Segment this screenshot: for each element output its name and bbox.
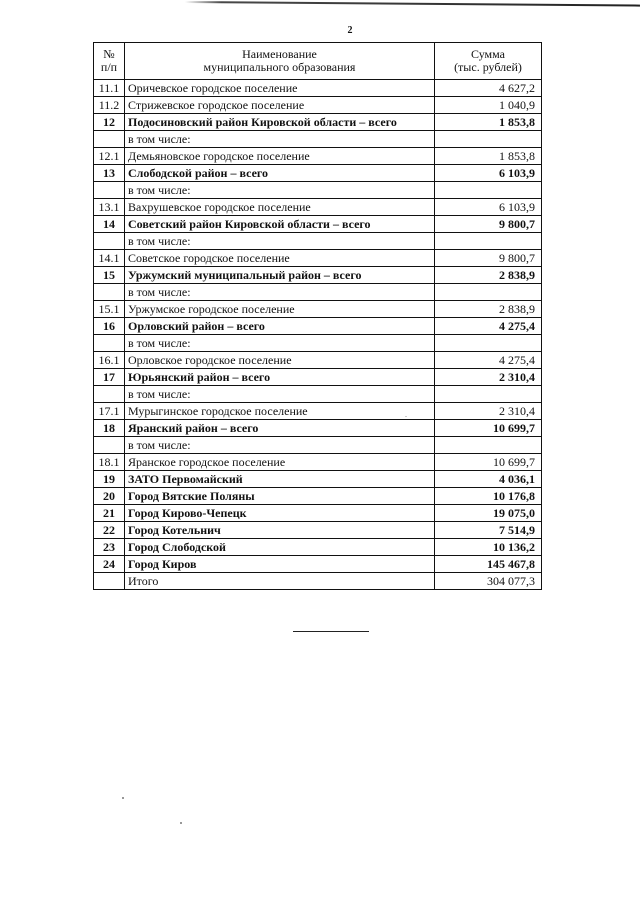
row-name-cell: Город Киров — [125, 556, 435, 573]
table-row — [94, 114, 542, 131]
row-name-cell: в том числе: — [125, 386, 435, 403]
row-number-cell — [94, 437, 125, 454]
row-name-cell: Оричевское городское поселение — [125, 80, 435, 97]
row-sum-cell: 2 838,9 — [435, 301, 542, 318]
table-row — [94, 182, 542, 199]
table-row — [94, 403, 542, 420]
row-name-cell: Орловский район – всего — [125, 318, 435, 335]
row-name-cell: в том числе: — [125, 233, 435, 250]
table-row — [94, 488, 542, 505]
row-number-cell — [94, 335, 125, 352]
row-sum-cell: 2 838,9 — [435, 267, 542, 284]
row-number-cell: 24 — [94, 556, 125, 573]
table-row — [94, 556, 542, 573]
row-name-cell: Юрьянский район – всего — [125, 369, 435, 386]
header-name-column — [125, 43, 435, 80]
row-number-cell: 23 — [94, 539, 125, 556]
table-row — [94, 573, 542, 590]
row-number-cell — [94, 131, 125, 148]
table-row — [94, 148, 542, 165]
row-name-cell: ЗАТО Первомайский — [125, 471, 435, 488]
page-number: 2 — [347, 25, 353, 36]
header-name-line1: Наименование — [242, 47, 317, 61]
table-row — [94, 352, 542, 369]
row-name-cell: Город Слободской — [125, 539, 435, 556]
row-number-cell: 22 — [94, 522, 125, 539]
table-row — [94, 301, 542, 318]
table-row — [94, 420, 542, 437]
row-name-cell: Уржумский муниципальный район – всего — [125, 267, 435, 284]
row-number-cell: 13.1 — [94, 199, 125, 216]
table-row — [94, 97, 542, 114]
table-row — [94, 522, 542, 539]
row-number-cell: 11.2 — [94, 97, 125, 114]
row-sum-cell: 1 853,8 — [435, 148, 542, 165]
row-number-cell: 16 — [94, 318, 125, 335]
row-number-cell: 18.1 — [94, 454, 125, 471]
row-sum-cell: 6 103,9 — [435, 199, 542, 216]
header-number-line1: № — [103, 47, 115, 61]
row-sum-cell: 10 176,8 — [435, 488, 542, 505]
row-sum-cell — [435, 284, 542, 301]
row-sum-cell: 9 800,7 — [435, 250, 542, 267]
header-number-line2: п/п — [100, 60, 118, 74]
row-sum-cell: 304 077,3 — [435, 573, 542, 590]
row-sum-cell: 4 275,4 — [435, 352, 542, 369]
table-row — [94, 131, 542, 148]
row-name-cell: в том числе: — [125, 284, 435, 301]
row-sum-cell: 2 310,4 — [435, 403, 542, 420]
row-name-cell: Город Котельнич — [125, 522, 435, 539]
row-sum-cell: 9 800,7 — [435, 216, 542, 233]
row-name-cell: Яранское городское поселение — [125, 454, 435, 471]
row-sum-cell — [435, 437, 542, 454]
row-name-cell: Подосиновский район Кировской области – всего — [125, 114, 435, 131]
row-sum-cell: 19 075,0 — [435, 505, 542, 522]
table-body — [94, 80, 542, 590]
row-number-cell: 15.1 — [94, 301, 125, 318]
row-number-cell: 11.1 — [94, 80, 125, 97]
row-name-cell: Уржумское городское поселение — [125, 301, 435, 318]
scan-edge-line — [185, 1, 640, 7]
table-row — [94, 437, 542, 454]
row-number-cell: 20 — [94, 488, 125, 505]
row-name-cell: Вахрушевское городское поселение — [125, 199, 435, 216]
row-sum-cell — [435, 131, 542, 148]
row-number-cell — [94, 233, 125, 250]
scan-speck — [122, 797, 124, 799]
header-sum-column — [435, 43, 542, 80]
header-sum-line2: (тыс. рублей) — [454, 60, 522, 74]
table-row — [94, 505, 542, 522]
row-number-cell: 14.1 — [94, 250, 125, 267]
row-sum-cell: 10 136,2 — [435, 539, 542, 556]
row-number-cell: 13 — [94, 165, 125, 182]
table-row — [94, 165, 542, 182]
row-name-cell: в том числе: — [125, 131, 435, 148]
row-name-cell: в том числе: — [125, 335, 435, 352]
row-number-cell: 18 — [94, 420, 125, 437]
row-sum-cell: 10 699,7 — [435, 454, 542, 471]
row-name-cell: Мурыгинское городское поселение — [125, 403, 435, 420]
row-sum-cell: 1 853,8 — [435, 114, 542, 131]
row-name-cell: Яранский район – всего — [125, 420, 435, 437]
row-name-cell: Советское городское поселение — [125, 250, 435, 267]
row-sum-cell: 4 627,2 — [435, 80, 542, 97]
row-sum-cell: 1 040,9 — [435, 97, 542, 114]
row-name-cell: в том числе: — [125, 437, 435, 454]
table-row — [94, 80, 542, 97]
row-name-cell: Советский район Кировской области – всего — [125, 216, 435, 233]
row-number-cell: 14 — [94, 216, 125, 233]
table-row — [94, 267, 542, 284]
row-name-cell: Город Вятские Поляны — [125, 488, 435, 505]
row-number-cell: 17.1 — [94, 403, 125, 420]
header-sum-line1: Сумма — [471, 47, 505, 61]
row-sum-cell: 4 275,4 — [435, 318, 542, 335]
table-header-row — [94, 43, 542, 80]
row-sum-cell: 10 699,7 — [435, 420, 542, 437]
row-sum-cell — [435, 386, 542, 403]
row-number-cell — [94, 284, 125, 301]
table-row — [94, 539, 542, 556]
row-number-cell: 16.1 — [94, 352, 125, 369]
row-name-cell: Орловское городское поселение — [125, 352, 435, 369]
row-number-cell: 19 — [94, 471, 125, 488]
row-sum-cell: 145 467,8 — [435, 556, 542, 573]
row-name-cell: в том числе: — [125, 182, 435, 199]
row-name-cell: Стрижевское городское поселение — [125, 97, 435, 114]
row-sum-cell: 4 036,1 — [435, 471, 542, 488]
allocation-table — [93, 42, 542, 590]
row-name-cell: Слободской район – всего — [125, 165, 435, 182]
row-number-cell: 12 — [94, 114, 125, 131]
row-number-cell — [94, 573, 125, 590]
row-number-cell — [94, 182, 125, 199]
row-number-cell: 15 — [94, 267, 125, 284]
row-number-cell — [94, 386, 125, 403]
table-row — [94, 369, 542, 386]
table-row — [94, 454, 542, 471]
table-row — [94, 386, 542, 403]
row-name-cell: Итого — [125, 573, 435, 590]
row-number-cell: 17 — [94, 369, 125, 386]
row-number-cell: 21 — [94, 505, 125, 522]
row-sum-cell — [435, 182, 542, 199]
scan-speck — [180, 822, 182, 824]
header-name-line2: муниципального образования — [203, 60, 356, 74]
table-row — [94, 471, 542, 488]
row-sum-cell: 7 514,9 — [435, 522, 542, 539]
row-sum-cell — [435, 233, 542, 250]
table-row — [94, 318, 542, 335]
table-row — [94, 284, 542, 301]
row-name-cell: Демьяновское городское поселение — [125, 148, 435, 165]
row-sum-cell: 2 310,4 — [435, 369, 542, 386]
table-row — [94, 216, 542, 233]
row-sum-cell — [435, 335, 542, 352]
table-row — [94, 233, 542, 250]
scan-speck — [405, 416, 407, 417]
table-row — [94, 335, 542, 352]
row-name-cell: Город Кирово-Чепецк — [125, 505, 435, 522]
table-row — [94, 250, 542, 267]
table-row — [94, 199, 542, 216]
row-number-cell: 12.1 — [94, 148, 125, 165]
end-of-table-rule — [293, 631, 369, 632]
header-number-column — [94, 43, 125, 80]
row-sum-cell: 6 103,9 — [435, 165, 542, 182]
